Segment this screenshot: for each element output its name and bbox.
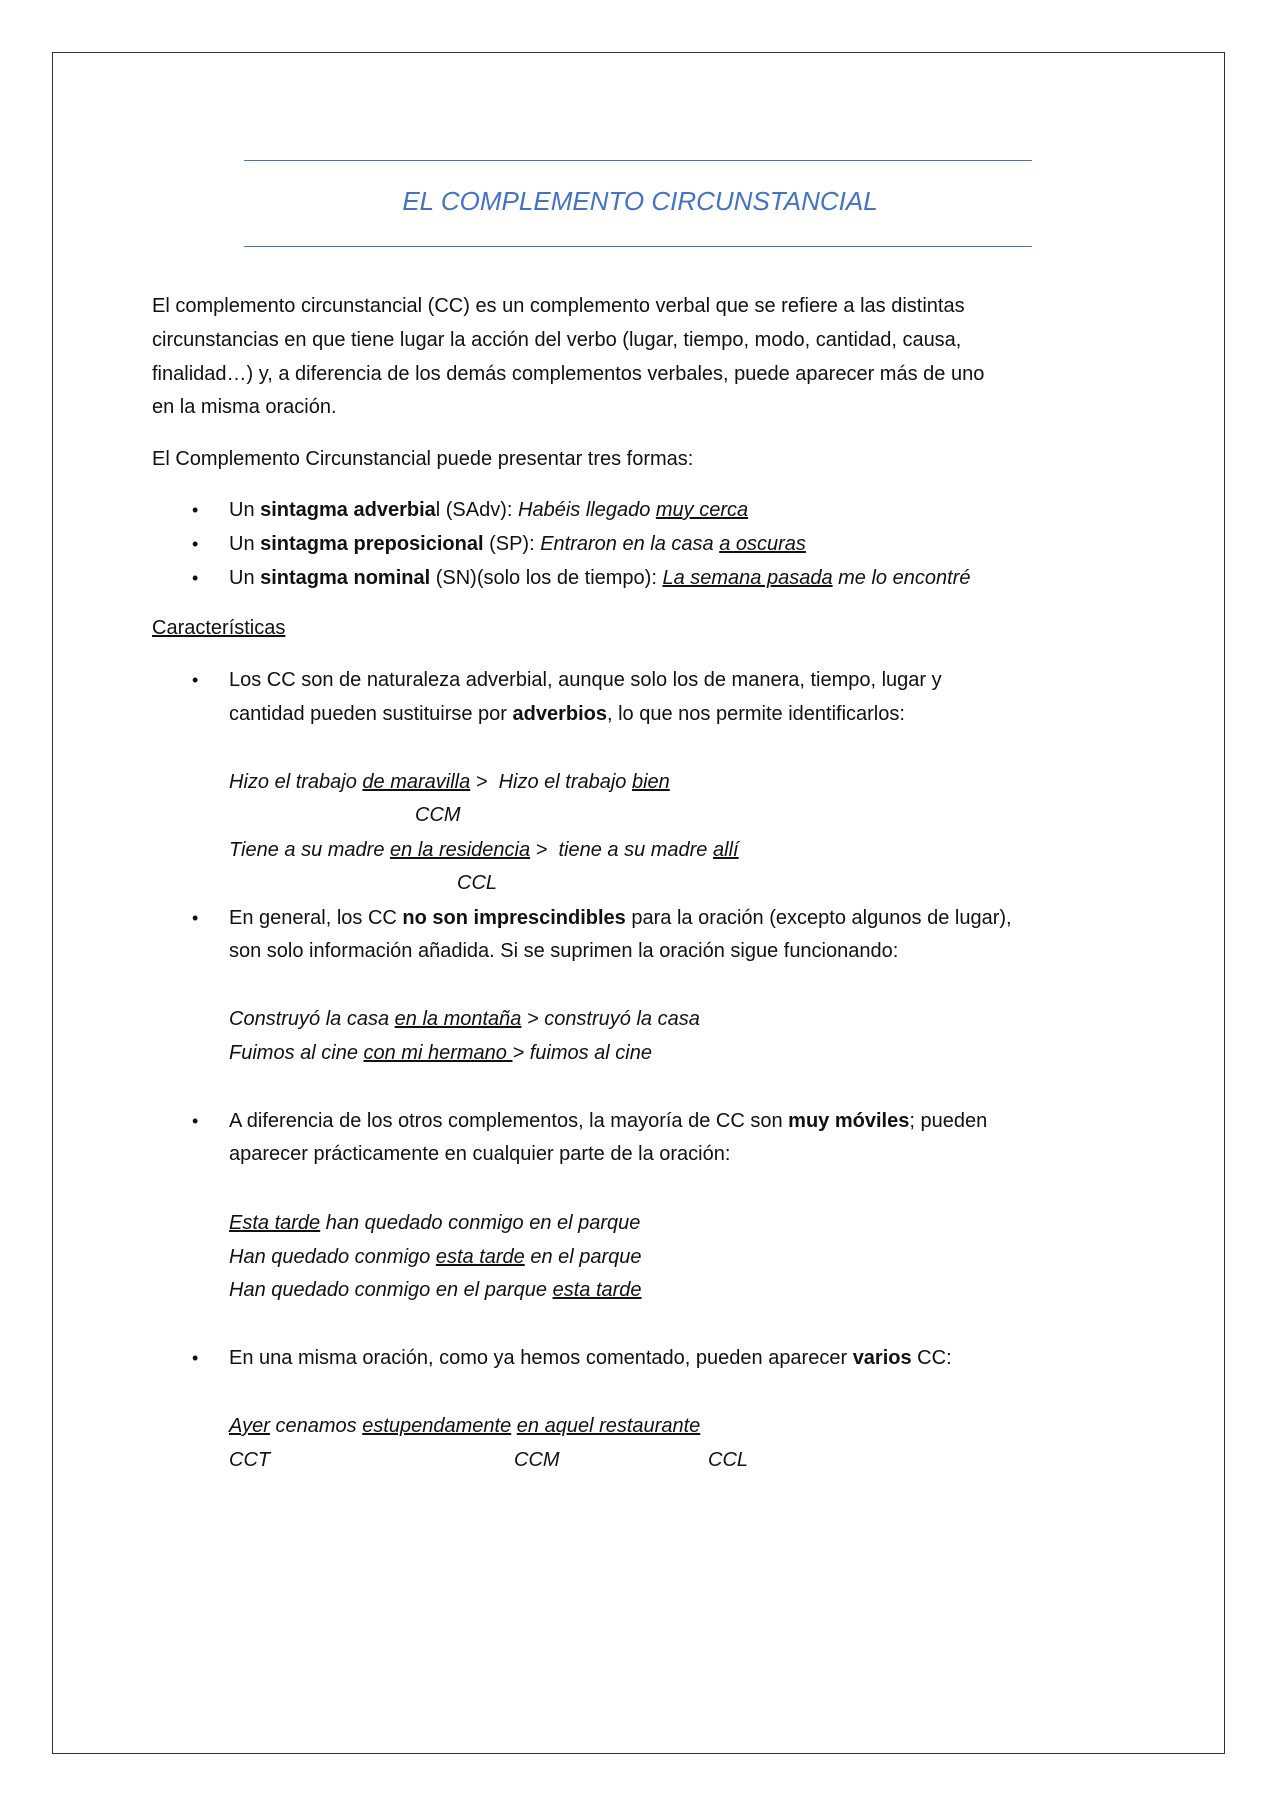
- text-run: En general, los CC: [229, 907, 403, 929]
- text-run: Han quedado conmigo: [229, 1246, 436, 1268]
- text-run: CCM: [514, 1449, 560, 1471]
- text-run: cantidad pueden sustituirse por: [229, 703, 513, 725]
- text-run: sintagma nominal: [260, 567, 431, 589]
- text-run: en la residencia: [390, 839, 531, 861]
- text-run: cenamos: [269, 1415, 363, 1437]
- text-line: [152, 390, 337, 424]
- text-run: Un: [229, 499, 261, 521]
- text-run: muy cerca: [655, 499, 749, 521]
- text-run: Habéis llegado: [518, 499, 656, 521]
- text-run: estupendamente: [362, 1415, 512, 1437]
- text-run: de maravilla: [362, 771, 471, 793]
- text-run: (SP):: [483, 533, 541, 555]
- text-run: Ayer: [229, 1415, 270, 1437]
- text-run: CCT: [229, 1449, 271, 1471]
- text-line: [229, 1036, 652, 1070]
- text-run: finalidad…) y, a diferencia de los demás complementos verbales, puede aparecer más de uno: [152, 363, 985, 385]
- text-line: [229, 1137, 730, 1171]
- text-run: en la montaña: [394, 1008, 522, 1030]
- bullet-list-item: [229, 1341, 952, 1375]
- bullet-list-item: [229, 561, 970, 595]
- bullet-icon: •: [192, 534, 199, 554]
- text-run: aparecer prácticamente en cualquier parte de la oración:: [229, 1143, 731, 1165]
- text-run: CC:: [911, 1347, 952, 1369]
- text-line: [415, 798, 461, 832]
- text-run: En una misma oración, como ya hemos comentado, pueden aparecer: [229, 1347, 853, 1369]
- text-run: Tiene a su madre: [229, 839, 391, 861]
- text-run: El complemento circunstancial (CC) es un complemento verbal que se refiere a las distintas: [152, 295, 965, 317]
- text-run: A diferencia de los otros complementos, la mayoría de CC son: [229, 1110, 789, 1132]
- text-line: [708, 1443, 748, 1477]
- text-run: Fuimos al cine: [229, 1042, 364, 1064]
- text-line: [152, 289, 965, 323]
- bullet-icon: •: [192, 1111, 199, 1131]
- text-line: [229, 1002, 700, 1036]
- bullet-list-item: [229, 663, 942, 697]
- bullet-list-item: [229, 1104, 987, 1138]
- text-run: me lo encontré: [832, 567, 971, 589]
- text-run: Han quedado conmigo en el parque: [229, 1279, 553, 1301]
- text-run: ; pueden: [909, 1110, 988, 1132]
- text-run: > Hizo el trabajo: [470, 771, 632, 793]
- text-line: [152, 323, 961, 357]
- text-run: con mi hermano: [363, 1042, 513, 1064]
- text-line: [229, 1240, 642, 1274]
- text-run: han quedado conmigo en el parque: [320, 1212, 641, 1234]
- text-line: [152, 357, 984, 391]
- text-run: adverbios: [512, 703, 607, 725]
- title-top-rule: [244, 160, 1032, 161]
- bullet-icon: •: [192, 568, 199, 588]
- text-run: Esta tarde: [229, 1212, 321, 1234]
- bullet-icon: •: [192, 500, 199, 520]
- text-line: [229, 1206, 640, 1240]
- text-run: CCL: [708, 1449, 749, 1471]
- bullet-icon: •: [192, 1348, 199, 1368]
- text-run: Hizo el trabajo: [229, 771, 363, 793]
- text-run: esta tarde: [552, 1279, 642, 1301]
- text-run: muy móviles: [788, 1110, 910, 1132]
- text-run: (SN)(solo los de tiempo):: [430, 567, 663, 589]
- text-run: CCM: [415, 804, 461, 826]
- text-run: para la oración (excepto algunos de lugar),: [625, 907, 1012, 929]
- title-bottom-rule: [244, 246, 1032, 247]
- text-run: Un: [229, 567, 261, 589]
- text-line: [229, 1443, 270, 1477]
- bullet-icon: •: [192, 908, 199, 928]
- text-run: Construyó la casa: [229, 1008, 395, 1030]
- text-run: sintagma adverbia: [260, 499, 436, 521]
- text-run: La semana pasada: [662, 567, 833, 589]
- text-run: El Complemento Circunstancial puede presentar tres formas:: [152, 448, 694, 470]
- text-run: circunstancias en que tiene lugar la acción del verbo (lugar, tiempo, modo, cantidad, causa,: [152, 329, 962, 351]
- page-title: EL COMPLEMENTO CIRCUNSTANCIAL: [402, 186, 878, 216]
- text-line: [514, 1443, 560, 1477]
- text-line: [229, 934, 898, 968]
- bullet-list-item: [229, 901, 1012, 935]
- text-line: [152, 442, 693, 476]
- text-run: bien: [631, 771, 670, 793]
- text-line: [229, 833, 739, 867]
- text-run: > construyó la casa: [521, 1008, 700, 1030]
- text-run: Los CC son de naturaleza adverbial, aunque solo los de manera, tiempo, lugar y: [229, 669, 942, 691]
- bullet-list-item: [229, 493, 748, 527]
- text-run: en la misma oración.: [152, 396, 337, 418]
- text-run: varios: [852, 1347, 912, 1369]
- text-run: no son imprescindibles: [402, 907, 626, 929]
- text-line: [229, 765, 670, 799]
- text-run: Un: [229, 533, 261, 555]
- text-line: [152, 611, 285, 645]
- text-line: [229, 1273, 642, 1307]
- text-run: a oscuras: [719, 533, 806, 555]
- text-run: Entraron en la casa: [540, 533, 720, 555]
- text-run: sintagma preposicional: [260, 533, 484, 555]
- bullet-icon: •: [192, 670, 199, 690]
- text-run: esta tarde: [435, 1246, 525, 1268]
- text-run: CCL: [457, 872, 498, 894]
- text-run: en el parque: [524, 1246, 642, 1268]
- text-line: [229, 1409, 700, 1443]
- text-run: en aquel restaurante: [516, 1415, 701, 1437]
- text-run: > fuimos al cine: [512, 1042, 652, 1064]
- text-run: son solo información añadida. Si se suprimen la oración sigue funcionando:: [229, 940, 899, 962]
- text-run: allí: [713, 839, 739, 861]
- text-line: [457, 866, 497, 900]
- text-run: , lo que nos permite identificarlos:: [607, 703, 905, 725]
- text-run: > tiene a su madre: [530, 839, 713, 861]
- text-line: [229, 697, 905, 731]
- text-run: Características: [152, 617, 286, 639]
- bullet-list-item: [229, 527, 806, 561]
- text-run: l (SAdv):: [435, 499, 518, 521]
